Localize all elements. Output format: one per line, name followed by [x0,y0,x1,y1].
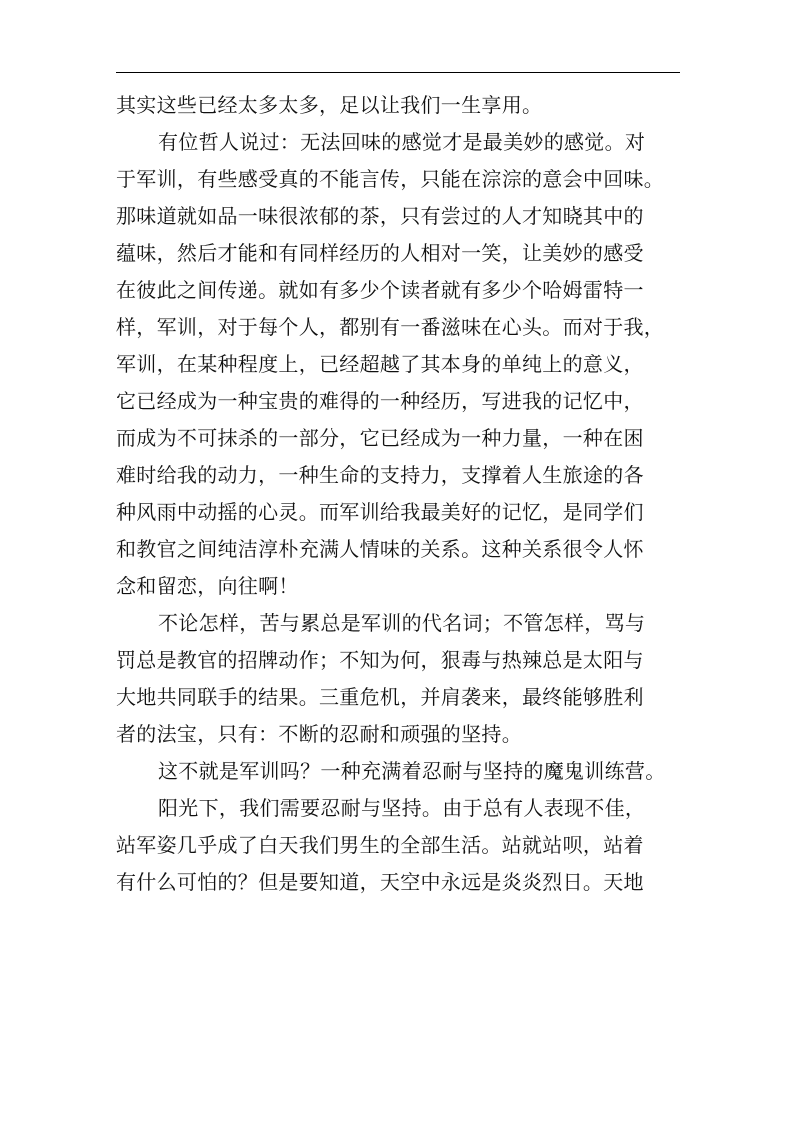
text-line: 军训，在某种程度上，已经超越了其本身的单纯上的意义， [116,352,644,376]
text-line: 在彼此之间传递。就如有多少个读者就有多少个哈姆雷特一 [116,278,644,302]
text-line: 不论怎样，苦与累总是军训的代名词；不管怎样，骂与 [158,611,646,635]
text-line: 其实这些已经太多太多，足以让我们一生享用。 [116,93,543,117]
text-line: 念和留恋，向往啊！ [116,574,299,598]
text-line: 于军训，有些感受真的不能言传，只能在淙淙的意会中回味。 [116,167,665,191]
text-line: 有什么可怕的？但是要知道，天空中永远是炎炎烈日。天地 [116,870,644,894]
text-line: 这不就是军训吗？一种充满着忍耐与坚持的魔鬼训练营。 [158,759,666,783]
text-line: 难时给我的动力，一种生命的支持力，支撑着人生旅途的各 [116,463,644,487]
text-line: 者的法宝，只有：不断的忍耐和顽强的坚持。 [116,722,522,746]
text-line: 那味道就如品一味很浓郁的茶，只有尝过的人才知晓其中的 [116,204,644,228]
text-line: 罚总是教官的招牌动作；不知为何，狠毒与热辣总是太阳与 [116,648,644,672]
text-line: 种风雨中动摇的心灵。而军训给我最美好的记忆，是同学们 [116,500,644,524]
text-line: 它已经成为一种宝贵的难得的一种经历，写进我的记忆中， [116,389,644,413]
text-line: 大地共同联手的结果。三重危机，并肩袭来，最终能够胜利 [116,685,644,709]
body-text [116,87,680,901]
text-line: 阳光下，我们需要忍耐与坚持。由于总有人表现不佳， [158,796,646,820]
text-line: 样，军训，对于每个人，都别有一番滋味在心头。而对于我， [116,315,665,339]
text-line: 蕴味，然后才能和有同样经历的人相对一笑，让美妙的感受 [116,241,644,265]
text-line: 有位哲人说过：无法回味的感觉才是最美妙的感觉。对 [158,130,646,154]
header-rule [116,72,680,73]
text-line: 和教官之间纯洁淳朴充满人情味的关系。这种关系很令人怀 [116,537,644,561]
text-line: 站军姿几乎成了白天我们男生的全部生活。站就站呗，站着 [116,833,644,857]
text-line: 而成为不可抹杀的一部分，它已经成为一种力量，一种在困 [116,426,644,450]
